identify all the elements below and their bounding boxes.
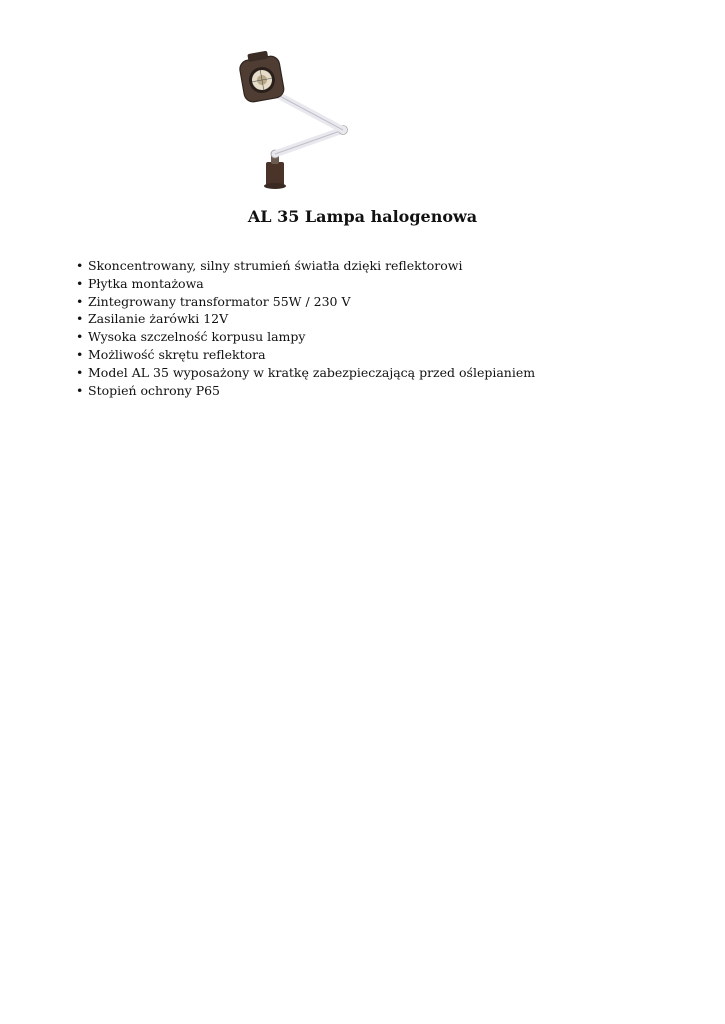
bullet-icon: • — [76, 364, 84, 380]
product-image — [228, 44, 368, 194]
list-item — [76, 293, 535, 311]
bullet-icon: • — [76, 329, 84, 345]
list-item — [76, 275, 535, 293]
bullet-icon: • — [76, 258, 84, 273]
list-item-text: Skoncentrowany, silny strumień światła dzięki reflektorowi — [88, 258, 463, 273]
product-title: AL 35 Lampa halogenowa — [247, 207, 478, 226]
bullet-icon: • — [76, 382, 84, 398]
list-item — [76, 328, 535, 346]
list-item-text: Zintegrowany transformator 55W / 230 V — [88, 293, 351, 309]
bullet-icon: • — [76, 311, 84, 327]
list-item-text: Stopień ochrony P65 — [88, 382, 221, 398]
list-item — [76, 382, 535, 400]
bullet-icon: • — [76, 275, 84, 291]
list-item-text: Możliwość skrętu reflektora — [88, 346, 266, 362]
list-item-text: Model AL 35 wyposażony w kratkę zabezpieczającą przed oślepianiem — [88, 364, 536, 380]
bullet-icon: • — [76, 293, 84, 309]
list-item-text: Zasilanie żarówki 12V — [88, 311, 229, 327]
list-item — [76, 364, 536, 382]
list-item-text: Wysoka szczelność korpusu lampy — [88, 329, 306, 345]
list-item-text: Płytka montażowa — [88, 275, 204, 291]
feature-list — [76, 257, 536, 399]
bullet-icon: • — [76, 346, 84, 362]
list-item — [76, 257, 535, 275]
list-item — [76, 346, 535, 364]
halogen-lamp-icon — [228, 44, 368, 194]
list-item — [76, 310, 535, 328]
